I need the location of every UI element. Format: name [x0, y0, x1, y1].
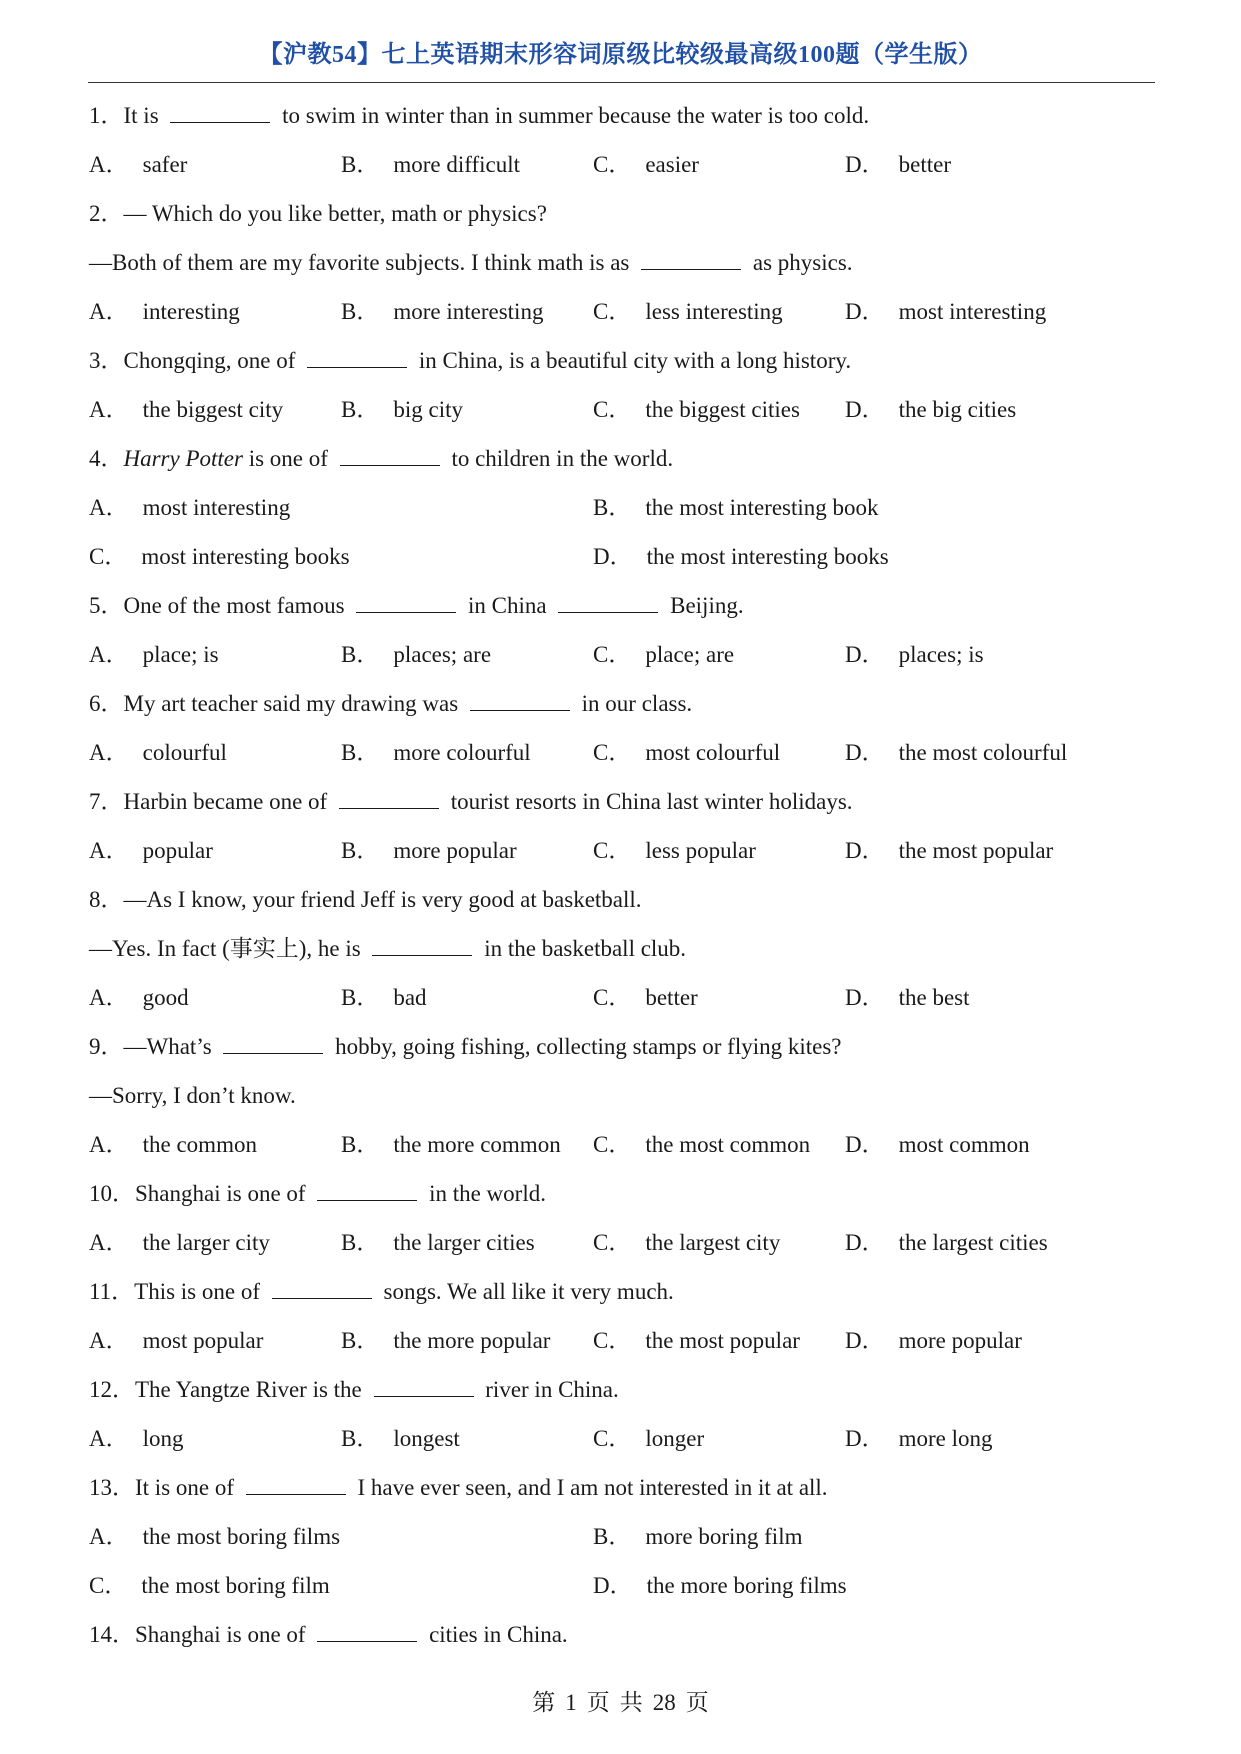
option-text: the most interesting book: [645, 495, 879, 520]
option-choice: [89, 1125, 257, 1165]
option-choice: [845, 978, 970, 1018]
option-letter: B．: [341, 1132, 380, 1157]
page-header-title: 【沪教54】七上英语期末形容词原级比较级最高级100题（学生版）: [258, 42, 983, 68]
stem-text: 9．—What’s: [89, 1034, 218, 1059]
option-choice: [89, 1223, 270, 1263]
option-text: most colourful: [645, 740, 781, 765]
option-letter: B．: [341, 299, 380, 324]
option-letter: D．: [593, 1573, 633, 1598]
option-text: the best: [898, 985, 970, 1010]
answer-blank: [356, 590, 456, 613]
option-text: the more popular: [393, 1328, 551, 1353]
option-text: better: [898, 152, 951, 177]
question-stem-line: [89, 194, 1155, 243]
option-text: most interesting: [898, 299, 1047, 324]
option-choice: [89, 145, 187, 185]
option-text: more colourful: [393, 740, 531, 765]
option-letter: D．: [845, 299, 885, 324]
option-choice: [341, 145, 520, 185]
option-text: more popular: [393, 838, 517, 863]
option-text: longest: [393, 1426, 460, 1451]
answer-blank: [374, 1374, 474, 1397]
option-choice: [845, 1125, 1030, 1165]
option-letter: A．: [89, 1426, 129, 1451]
option-letter: D．: [845, 1328, 885, 1353]
stem-text: in China, is a beautiful city with a long history.: [413, 348, 852, 373]
option-choice: [845, 292, 1046, 332]
stem-text: tourist resorts in China last winter holidays.: [444, 789, 853, 814]
option-text: more long: [898, 1426, 993, 1451]
option-choice: [593, 978, 698, 1018]
option-letter: C．: [593, 1426, 632, 1451]
option-choice: [593, 1419, 704, 1459]
options-row: [89, 978, 1155, 1027]
options-row: [89, 831, 1155, 880]
option-choice: [89, 978, 189, 1018]
option-choice: [845, 831, 1053, 871]
option-choice: [593, 733, 780, 773]
options-row: [89, 390, 1155, 439]
answer-blank: [170, 100, 270, 123]
answer-blank: [223, 1031, 323, 1054]
option-choice: [845, 635, 984, 675]
option-choice: [89, 1517, 340, 1557]
option-choice: [89, 537, 350, 577]
option-text: places; are: [393, 642, 492, 667]
option-letter: B．: [593, 1524, 632, 1549]
stem-text: 8．—As I know, your friend Jeff is very good at basketball.: [89, 887, 642, 912]
option-choice: [845, 145, 951, 185]
stem-text: 4．: [89, 446, 124, 471]
options-row: [89, 733, 1155, 782]
question-stem-line: [89, 439, 1155, 488]
question-stem-line: [89, 1615, 1155, 1664]
option-letter: C．: [593, 740, 632, 765]
stem-text: is one of: [242, 446, 334, 471]
stem-text: 10．Shanghai is one of: [89, 1181, 312, 1206]
stem-text: 11．This is one of: [89, 1279, 266, 1304]
footer-total-pages: 28: [652, 1690, 676, 1715]
option-choice: [89, 733, 227, 773]
option-text: big city: [393, 397, 463, 422]
option-choice: [89, 1321, 263, 1361]
stem-text: —Yes. In fact (事实上), he is: [89, 936, 367, 961]
options-row: [89, 1321, 1155, 1370]
stem-text: cities in China.: [423, 1622, 568, 1647]
option-letter: C．: [593, 152, 632, 177]
option-choice: [593, 537, 889, 577]
option-choice: [593, 488, 879, 528]
answer-blank: [246, 1472, 346, 1495]
option-letter: C．: [89, 544, 128, 569]
stem-text: 14．Shanghai is one of: [89, 1622, 312, 1647]
answer-blank: [470, 688, 570, 711]
option-letter: D．: [845, 1426, 885, 1451]
stem-text: as physics.: [747, 250, 853, 275]
footer-ye: 页: [586, 1690, 610, 1715]
option-text: colourful: [142, 740, 227, 765]
option-choice: [341, 733, 531, 773]
stem-text: hobby, going fishing, collecting stamps or flying kites?: [329, 1034, 842, 1059]
option-letter: B．: [341, 642, 380, 667]
stem-text: 6．My art teacher said my drawing was: [89, 691, 464, 716]
option-text: more interesting: [393, 299, 544, 324]
option-choice: [89, 831, 213, 871]
option-choice: [89, 1419, 184, 1459]
option-choice: [593, 635, 734, 675]
stem-text: —Both of them are my favorite subjects. I think math is as: [89, 250, 636, 275]
option-text: the largest cities: [898, 1230, 1048, 1255]
options-row: [89, 1419, 1155, 1468]
option-choice: [89, 488, 290, 528]
option-letter: C．: [593, 1328, 632, 1353]
option-text: the biggest city: [142, 397, 284, 422]
option-text: the most boring film: [141, 1573, 330, 1598]
option-letter: B．: [341, 1426, 380, 1451]
question-stem-line: [89, 880, 1155, 929]
option-text: longer: [645, 1426, 705, 1451]
option-letter: A．: [89, 985, 129, 1010]
option-choice: [593, 1321, 800, 1361]
option-text: the more boring films: [646, 1573, 847, 1598]
options-row: [89, 537, 1155, 586]
option-text: more difficult: [393, 152, 521, 177]
option-choice: [845, 1321, 1022, 1361]
question-stem-line: [89, 684, 1155, 733]
footer-page-number: 1: [565, 1690, 577, 1715]
stem-text: in the basketball club.: [478, 936, 687, 961]
option-text: better: [645, 985, 698, 1010]
option-letter: A．: [89, 495, 129, 520]
options-row: [89, 1566, 1155, 1615]
answer-blank: [307, 345, 407, 368]
options-row: [89, 1223, 1155, 1272]
option-choice: [341, 831, 517, 871]
stem-text: 7．Harbin became one of: [89, 789, 333, 814]
option-letter: C．: [593, 397, 632, 422]
stem-text: in the world.: [423, 1181, 546, 1206]
stem-text: 13．It is one of: [89, 1475, 240, 1500]
answer-blank: [340, 443, 440, 466]
header-divider: [88, 82, 1155, 83]
option-text: bad: [393, 985, 427, 1010]
option-text: interesting: [142, 299, 240, 324]
option-text: popular: [142, 838, 213, 863]
option-letter: B．: [341, 1328, 380, 1353]
stem-text: 2．— Which do you like better, math or physics?: [89, 201, 547, 226]
stem-text: songs. We all like it very much.: [377, 1279, 674, 1304]
stem-text: 12．The Yangtze River is the: [89, 1377, 368, 1402]
stem-text: to children in the world.: [445, 446, 674, 471]
stem-text: 3．Chongqing, one of: [89, 348, 302, 373]
option-letter: B．: [341, 740, 380, 765]
question-list: [89, 96, 1155, 1664]
options-row: [89, 145, 1155, 194]
option-text: most interesting books: [141, 544, 350, 569]
question-stem-line: [89, 1027, 1155, 1076]
answer-blank: [339, 786, 439, 809]
option-text: place; is: [142, 642, 219, 667]
option-letter: B．: [341, 1230, 380, 1255]
stem-text: I have ever seen, and I am not interested in it at all.: [351, 1475, 828, 1500]
option-choice: [341, 635, 491, 675]
option-choice: [845, 733, 1067, 773]
option-letter: C．: [593, 299, 632, 324]
option-choice: [593, 1517, 802, 1557]
option-letter: C．: [593, 1132, 632, 1157]
option-letter: D．: [845, 152, 885, 177]
option-letter: D．: [845, 1132, 885, 1157]
option-text: safer: [142, 152, 188, 177]
footer-ye-2: 页: [685, 1690, 709, 1715]
options-row: [89, 292, 1155, 341]
option-letter: A．: [89, 397, 129, 422]
option-text: the most popular: [645, 1328, 800, 1353]
question-stem-line: [89, 1076, 1155, 1125]
stem-text: river in China.: [479, 1377, 619, 1402]
option-choice: [341, 292, 543, 332]
option-letter: A．: [89, 152, 129, 177]
question-stem-line: [89, 243, 1155, 292]
option-text: more boring film: [645, 1524, 803, 1549]
option-text: more popular: [898, 1328, 1022, 1353]
option-letter: D．: [845, 740, 885, 765]
option-choice: [89, 635, 219, 675]
option-choice: [341, 978, 427, 1018]
option-letter: A．: [89, 299, 129, 324]
option-letter: A．: [89, 642, 129, 667]
question-stem-line: [89, 1370, 1155, 1419]
option-text: the most interesting books: [646, 544, 889, 569]
question-stem-line: [89, 929, 1155, 978]
question-stem-line: [89, 782, 1155, 831]
option-letter: C．: [89, 1573, 128, 1598]
option-text: less popular: [645, 838, 756, 863]
options-row: [89, 1517, 1155, 1566]
option-text: the larger cities: [393, 1230, 535, 1255]
answer-blank: [317, 1619, 417, 1642]
stem-text: in China: [462, 593, 553, 618]
option-choice: [593, 1566, 847, 1606]
answer-blank: [272, 1276, 372, 1299]
option-choice: [845, 1223, 1048, 1263]
option-text: the more common: [393, 1132, 561, 1157]
option-text: the common: [142, 1132, 257, 1157]
option-letter: A．: [89, 1230, 129, 1255]
question-stem-line: [89, 96, 1155, 145]
option-letter: A．: [89, 740, 129, 765]
question-stem-line: [89, 1468, 1155, 1517]
option-text: the most common: [645, 1132, 811, 1157]
stem-text: Beijing.: [664, 593, 744, 618]
stem-text: —Sorry, I don’t know.: [89, 1083, 296, 1108]
option-choice: [593, 831, 756, 871]
book-title: Harry Potter: [123, 446, 243, 471]
option-text: the big cities: [898, 397, 1017, 422]
option-letter: A．: [89, 1524, 129, 1549]
footer-di: 第: [532, 1690, 556, 1715]
page-footer: [0, 1684, 1241, 1717]
option-letter: D．: [845, 985, 885, 1010]
option-letter: D．: [845, 397, 885, 422]
option-text: places; is: [898, 642, 984, 667]
option-text: most popular: [142, 1328, 264, 1353]
option-text: most common: [898, 1132, 1030, 1157]
option-letter: C．: [593, 642, 632, 667]
options-row: [89, 635, 1155, 684]
options-row: [89, 1125, 1155, 1174]
option-text: the most colourful: [898, 740, 1068, 765]
question-stem-line: [89, 341, 1155, 390]
option-choice: [341, 1321, 550, 1361]
option-letter: B．: [341, 838, 380, 863]
option-text: place; are: [645, 642, 735, 667]
option-text: the larger city: [142, 1230, 270, 1255]
option-letter: B．: [341, 397, 380, 422]
option-choice: [593, 1125, 810, 1165]
footer-gong: 共: [619, 1690, 643, 1715]
stem-text: 5．One of the most famous: [89, 593, 351, 618]
answer-blank: [641, 247, 741, 270]
option-choice: [341, 1125, 561, 1165]
question-stem-line: [89, 1174, 1155, 1223]
stem-text: to swim in winter than in summer because the water is too cold.: [276, 103, 870, 128]
option-letter: B．: [341, 985, 380, 1010]
option-letter: C．: [593, 1230, 632, 1255]
option-letter: C．: [593, 985, 632, 1010]
option-choice: [593, 292, 783, 332]
options-row: [89, 488, 1155, 537]
stem-text: 1．It is: [89, 103, 165, 128]
question-stem-line: [89, 586, 1155, 635]
option-text: easier: [645, 152, 699, 177]
option-choice: [89, 292, 240, 332]
option-letter: D．: [845, 642, 885, 667]
option-letter: D．: [845, 1230, 885, 1255]
option-letter: A．: [89, 838, 129, 863]
answer-blank: [317, 1178, 417, 1201]
option-letter: C．: [593, 838, 632, 863]
answer-blank: [372, 933, 472, 956]
stem-text: in our class.: [575, 691, 693, 716]
option-choice: [845, 390, 1016, 430]
option-letter: A．: [89, 1132, 129, 1157]
option-letter: D．: [845, 838, 885, 863]
option-text: the biggest cities: [645, 397, 800, 422]
option-letter: A．: [89, 1328, 129, 1353]
question-stem-line: [89, 1272, 1155, 1321]
option-choice: [89, 390, 283, 430]
option-text: the most popular: [898, 838, 1054, 863]
option-text: the largest city: [645, 1230, 781, 1255]
option-text: less interesting: [645, 299, 783, 324]
option-choice: [341, 1223, 535, 1263]
option-letter: B．: [341, 152, 380, 177]
option-choice: [89, 1566, 330, 1606]
option-text: the most boring films: [142, 1524, 341, 1549]
option-text: most interesting: [142, 495, 291, 520]
option-choice: [593, 1223, 780, 1263]
option-choice: [341, 390, 463, 430]
option-choice: [845, 1419, 993, 1459]
answer-blank: [558, 590, 658, 613]
option-choice: [593, 390, 800, 430]
option-choice: [341, 1419, 460, 1459]
option-letter: B．: [593, 495, 632, 520]
option-letter: D．: [593, 544, 633, 569]
option-text: good: [142, 985, 189, 1010]
option-text: long: [142, 1426, 184, 1451]
option-choice: [593, 145, 699, 185]
